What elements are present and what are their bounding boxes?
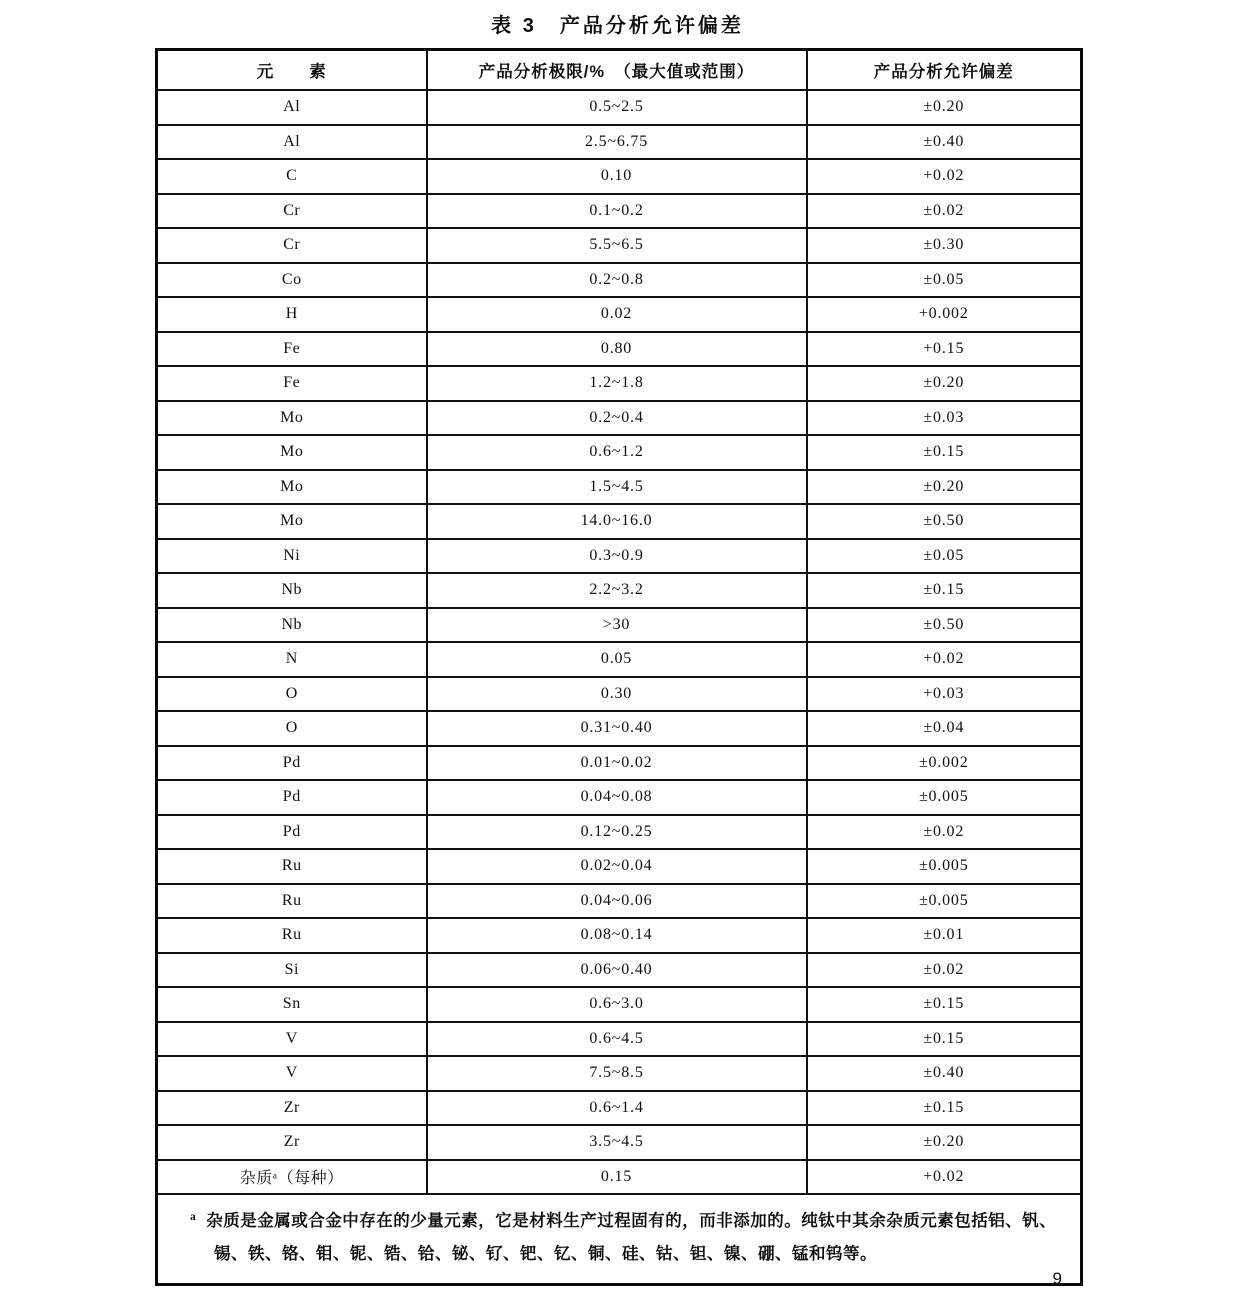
element-cell: O bbox=[157, 711, 427, 746]
table-row bbox=[157, 711, 1082, 746]
deviation-cell: +0.02 bbox=[807, 642, 1082, 677]
limit-cell: 0.06~0.40 bbox=[427, 953, 807, 988]
header-row bbox=[157, 50, 1082, 91]
element-cell: Pd bbox=[157, 746, 427, 781]
element-cell: Zr bbox=[157, 1091, 427, 1126]
table-row bbox=[157, 884, 1082, 919]
limit-cell: >30 bbox=[427, 608, 807, 643]
element-cell: Fe bbox=[157, 366, 427, 401]
header-element: 元 素 bbox=[157, 50, 427, 91]
analysis-deviation-table bbox=[155, 48, 1083, 1286]
limit-cell: 0.08~0.14 bbox=[427, 918, 807, 953]
limit-cell: 0.1~0.2 bbox=[427, 194, 807, 229]
table-row bbox=[157, 125, 1082, 160]
table-row bbox=[157, 401, 1082, 436]
table-row bbox=[157, 228, 1082, 263]
table-row bbox=[157, 1056, 1082, 1091]
limit-cell: 5.5~6.5 bbox=[427, 228, 807, 263]
limit-cell: 0.15 bbox=[427, 1160, 807, 1195]
element-cell: Ru bbox=[157, 884, 427, 919]
deviation-cell: ±0.05 bbox=[807, 263, 1082, 298]
limit-cell: 0.04~0.06 bbox=[427, 884, 807, 919]
deviation-cell: ±0.02 bbox=[807, 953, 1082, 988]
table-row bbox=[157, 539, 1082, 574]
table-row bbox=[157, 194, 1082, 229]
element-cell: N bbox=[157, 642, 427, 677]
element-cell: Ru bbox=[157, 849, 427, 884]
deviation-cell: ±0.15 bbox=[807, 1091, 1082, 1126]
element-cell: Ni bbox=[157, 539, 427, 574]
deviation-cell: +0.03 bbox=[807, 677, 1082, 712]
limit-cell: 0.02 bbox=[427, 297, 807, 332]
table-row bbox=[157, 608, 1082, 643]
limit-cell: 2.5~6.75 bbox=[427, 125, 807, 160]
limit-cell: 0.30 bbox=[427, 677, 807, 712]
table-footnote bbox=[190, 1205, 1058, 1271]
footnote-row bbox=[157, 1194, 1082, 1285]
table-row bbox=[157, 677, 1082, 712]
table-body bbox=[157, 90, 1082, 1194]
limit-cell: 0.02~0.04 bbox=[427, 849, 807, 884]
deviation-cell: +0.15 bbox=[807, 332, 1082, 367]
deviation-cell: ±0.20 bbox=[807, 470, 1082, 505]
element-cell: 杂质ᵃ（每种） bbox=[157, 1160, 427, 1195]
table-row bbox=[157, 1160, 1082, 1195]
deviation-cell: ±0.15 bbox=[807, 987, 1082, 1022]
limit-cell: 14.0~16.0 bbox=[427, 504, 807, 539]
deviation-cell: ±0.05 bbox=[807, 539, 1082, 574]
footnote-marker: a bbox=[190, 1210, 197, 1223]
deviation-cell: ±0.005 bbox=[807, 884, 1082, 919]
limit-cell: 0.80 bbox=[427, 332, 807, 367]
element-cell: Al bbox=[157, 90, 427, 125]
deviation-cell: ±0.15 bbox=[807, 435, 1082, 470]
limit-cell: 0.5~2.5 bbox=[427, 90, 807, 125]
element-cell: Ru bbox=[157, 918, 427, 953]
limit-cell: 0.12~0.25 bbox=[427, 815, 807, 850]
limit-cell: 0.6~1.2 bbox=[427, 435, 807, 470]
table-header bbox=[157, 50, 1082, 91]
table-row bbox=[157, 435, 1082, 470]
deviation-cell: ±0.30 bbox=[807, 228, 1082, 263]
deviation-cell: ±0.20 bbox=[807, 90, 1082, 125]
element-cell: V bbox=[157, 1056, 427, 1091]
limit-cell: 0.2~0.4 bbox=[427, 401, 807, 436]
table-row bbox=[157, 1125, 1082, 1160]
table-row bbox=[157, 642, 1082, 677]
element-cell: Zr bbox=[157, 1125, 427, 1160]
table-row bbox=[157, 849, 1082, 884]
table-footer bbox=[157, 1194, 1082, 1285]
deviation-cell: +0.02 bbox=[807, 1160, 1082, 1195]
page-number: 9 bbox=[1052, 1269, 1062, 1288]
limit-cell: 0.6~3.0 bbox=[427, 987, 807, 1022]
table-row bbox=[157, 918, 1082, 953]
element-cell: Fe bbox=[157, 332, 427, 367]
element-cell: Al bbox=[157, 125, 427, 160]
limit-cell: 0.04~0.08 bbox=[427, 780, 807, 815]
element-cell: Pd bbox=[157, 815, 427, 850]
limit-cell: 0.6~1.4 bbox=[427, 1091, 807, 1126]
element-cell: Nb bbox=[157, 573, 427, 608]
element-cell: Nb bbox=[157, 608, 427, 643]
element-cell: V bbox=[157, 1022, 427, 1057]
table-row bbox=[157, 1022, 1082, 1057]
deviation-cell: +0.002 bbox=[807, 297, 1082, 332]
limit-cell: 0.05 bbox=[427, 642, 807, 677]
limit-cell: 0.31~0.40 bbox=[427, 711, 807, 746]
table-row bbox=[157, 470, 1082, 505]
element-cell: Mo bbox=[157, 504, 427, 539]
table-row bbox=[157, 746, 1082, 781]
element-cell: C bbox=[157, 159, 427, 194]
element-cell: Sn bbox=[157, 987, 427, 1022]
deviation-cell: ±0.40 bbox=[807, 125, 1082, 160]
table-title: 表 3 产品分析允许偏差 bbox=[491, 15, 744, 37]
table-row bbox=[157, 573, 1082, 608]
deviation-cell: ±0.15 bbox=[807, 573, 1082, 608]
footnote-text: 杂质是金属或合金中存在的少量元素，它是材料生产过程固有的，而非添加的。纯钛中其余杂质元素包括铝、钒、锡、铁、铬、钼、铌、锆、铪、铋、钌、钯、钇、铜、硅、钴、钽、镍、硼、锰和钨等。 bbox=[206, 1212, 1057, 1263]
element-cell: Cr bbox=[157, 228, 427, 263]
element-cell: Pd bbox=[157, 780, 427, 815]
table-row bbox=[157, 159, 1082, 194]
limit-cell: 0.2~0.8 bbox=[427, 263, 807, 298]
limit-cell: 2.2~3.2 bbox=[427, 573, 807, 608]
limit-cell: 1.5~4.5 bbox=[427, 470, 807, 505]
table-row bbox=[157, 987, 1082, 1022]
table-row bbox=[157, 263, 1082, 298]
element-cell: Mo bbox=[157, 470, 427, 505]
table-row bbox=[157, 297, 1082, 332]
table-row bbox=[157, 90, 1082, 125]
table-row bbox=[157, 504, 1082, 539]
deviation-cell: ±0.50 bbox=[807, 504, 1082, 539]
table-row bbox=[157, 1091, 1082, 1126]
header-limit: 产品分析极限/% （最大值或范围） bbox=[427, 50, 807, 91]
header-deviation: 产品分析允许偏差 bbox=[807, 50, 1082, 91]
deviation-cell: ±0.50 bbox=[807, 608, 1082, 643]
deviation-cell: ±0.02 bbox=[807, 194, 1082, 229]
element-cell: H bbox=[157, 297, 427, 332]
deviation-cell: ±0.005 bbox=[807, 780, 1082, 815]
limit-cell: 0.3~0.9 bbox=[427, 539, 807, 574]
element-cell: Co bbox=[157, 263, 427, 298]
table-row bbox=[157, 953, 1082, 988]
deviation-cell: +0.02 bbox=[807, 159, 1082, 194]
element-cell: Mo bbox=[157, 401, 427, 436]
element-cell: Mo bbox=[157, 435, 427, 470]
deviation-cell: ±0.01 bbox=[807, 918, 1082, 953]
deviation-cell: ±0.15 bbox=[807, 1022, 1082, 1057]
element-cell: Cr bbox=[157, 194, 427, 229]
limit-cell: 3.5~4.5 bbox=[427, 1125, 807, 1160]
table-row bbox=[157, 366, 1082, 401]
limit-cell: 0.6~4.5 bbox=[427, 1022, 807, 1057]
deviation-cell: ±0.005 bbox=[807, 849, 1082, 884]
deviation-cell: ±0.40 bbox=[807, 1056, 1082, 1091]
table-row bbox=[157, 780, 1082, 815]
footnote-cell bbox=[157, 1194, 1082, 1285]
limit-cell: 7.5~8.5 bbox=[427, 1056, 807, 1091]
element-cell: O bbox=[157, 677, 427, 712]
deviation-cell: ±0.002 bbox=[807, 746, 1082, 781]
limit-cell: 1.2~1.8 bbox=[427, 366, 807, 401]
deviation-cell: ±0.04 bbox=[807, 711, 1082, 746]
table-row bbox=[157, 815, 1082, 850]
limit-cell: 0.10 bbox=[427, 159, 807, 194]
table-row bbox=[157, 332, 1082, 367]
deviation-cell: ±0.03 bbox=[807, 401, 1082, 436]
deviation-cell: ±0.20 bbox=[807, 1125, 1082, 1160]
element-cell: Si bbox=[157, 953, 427, 988]
deviation-cell: ±0.20 bbox=[807, 366, 1082, 401]
limit-cell: 0.01~0.02 bbox=[427, 746, 807, 781]
deviation-cell: ±0.02 bbox=[807, 815, 1082, 850]
